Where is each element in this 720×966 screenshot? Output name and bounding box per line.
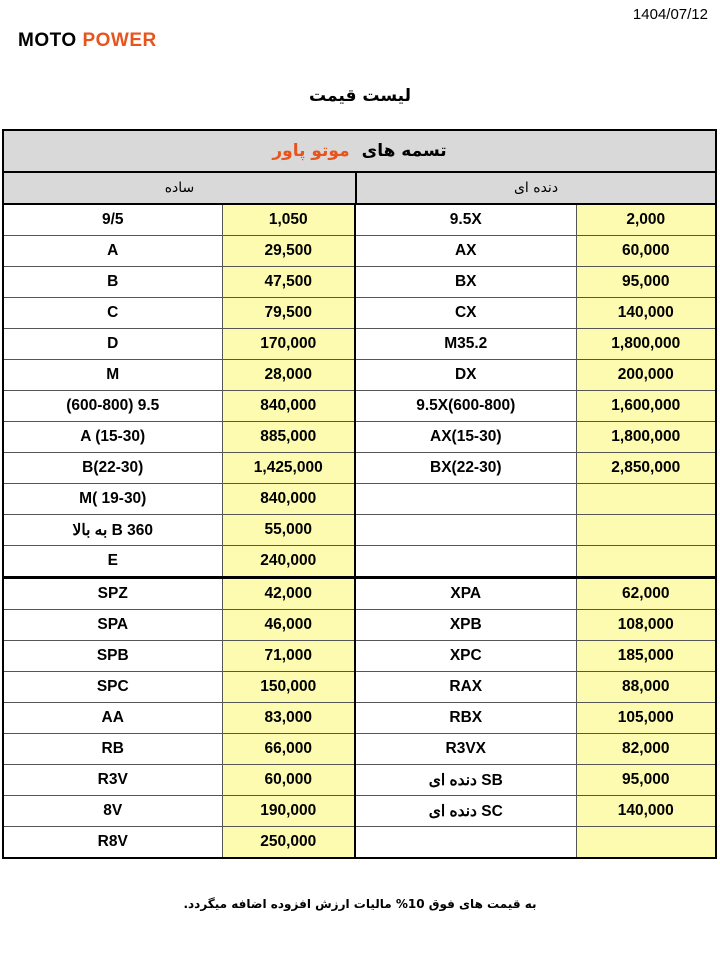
logo-power: POWER <box>82 30 157 51</box>
toothed-belt-code: SB دنده ای <box>355 765 576 796</box>
toothed-belt-price <box>576 515 715 546</box>
plain-belt-price: 840,000 <box>222 391 355 422</box>
toothed-belt-price: 2,000 <box>576 205 715 236</box>
plain-belt-code: SPC <box>4 672 222 703</box>
plain-belt-code: 8V <box>4 796 222 827</box>
plain-belt-price: 250,000 <box>222 827 355 858</box>
toothed-belt-code: 9.5X(600-800) <box>355 391 576 422</box>
plain-belt-code: M <box>4 360 222 391</box>
date-label: 1404/07/12 <box>632 6 708 23</box>
table-row <box>4 329 715 360</box>
toothed-belt-price: 2,850,000 <box>576 453 715 484</box>
toothed-belt-price: 185,000 <box>576 641 715 672</box>
toothed-belt-price: 1,600,000 <box>576 391 715 422</box>
plain-belt-price: 60,000 <box>222 765 355 796</box>
moto-power-logo <box>18 30 157 52</box>
col-header-toothed: دنده ای <box>513 180 559 196</box>
plain-belt-code: 9.5 (600-800) <box>4 391 222 422</box>
toothed-belt-price: 1,800,000 <box>576 329 715 360</box>
table-row <box>4 484 715 515</box>
toothed-belt-code: BX(22-30) <box>355 453 576 484</box>
plain-belt-code: E <box>4 546 222 578</box>
toothed-belt-price: 140,000 <box>576 796 715 827</box>
toothed-belt-code: AX(15-30) <box>355 422 576 453</box>
plain-belt-code: A (15-30) <box>4 422 222 453</box>
plain-belt-price: 28,000 <box>222 360 355 391</box>
plain-belt-code: SPA <box>4 610 222 641</box>
plain-belt-code: R8V <box>4 827 222 858</box>
plain-belt-price: 71,000 <box>222 641 355 672</box>
toothed-belt-code: AX <box>355 236 576 267</box>
toothed-belt-price <box>576 827 715 858</box>
table-row <box>4 453 715 484</box>
table-row <box>4 267 715 298</box>
table-row <box>4 205 715 236</box>
col-header-plain: ساده <box>4 173 357 203</box>
table-row <box>4 827 715 858</box>
plain-belt-price: 46,000 <box>222 610 355 641</box>
toothed-belt-price: 62,000 <box>576 578 715 610</box>
plain-belt-price: 150,000 <box>222 672 355 703</box>
plain-belt-price: 1,050 <box>222 205 355 236</box>
table-row <box>4 515 715 546</box>
plain-belt-code: B 360 به بالا <box>4 515 222 546</box>
plain-belt-price: 240,000 <box>222 546 355 578</box>
toothed-belt-code <box>355 827 576 858</box>
toothed-belt-price <box>576 546 715 578</box>
plain-belt-price: 190,000 <box>222 796 355 827</box>
logo-moto: MOTO <box>18 30 77 51</box>
table-row <box>4 578 715 610</box>
table-row <box>4 422 715 453</box>
plain-belt-price: 55,000 <box>222 515 355 546</box>
table-row <box>4 796 715 827</box>
plain-belt-price: 47,500 <box>222 267 355 298</box>
plain-belt-price: 840,000 <box>222 484 355 515</box>
toothed-belt-code <box>355 515 576 546</box>
price-table <box>2 129 717 859</box>
table-row <box>4 360 715 391</box>
toothed-belt-code: SC دنده ای <box>355 796 576 827</box>
toothed-belt-price: 95,000 <box>576 765 715 796</box>
toothed-belt-price: 88,000 <box>576 672 715 703</box>
plain-belt-code: M( 19-30) <box>4 484 222 515</box>
toothed-belt-price: 95,000 <box>576 267 715 298</box>
table-row <box>4 546 715 578</box>
plain-belt-code: B(22-30) <box>4 453 222 484</box>
toothed-belt-code: M35.2 <box>355 329 576 360</box>
toothed-belt-code: 9.5X <box>355 205 576 236</box>
toothed-belt-price <box>576 484 715 515</box>
toothed-belt-price: 140,000 <box>576 298 715 329</box>
plain-belt-price: 170,000 <box>222 329 355 360</box>
toothed-belt-code: RAX <box>355 672 576 703</box>
plain-belt-code: R3V <box>4 765 222 796</box>
plain-belt-price: 83,000 <box>222 703 355 734</box>
plain-belt-price: 66,000 <box>222 734 355 765</box>
toothed-belt-price: 60,000 <box>576 236 715 267</box>
vat-note: به قیمت های فوق 10% مالیات ارزش افزوده اضافه میگردد. <box>183 897 537 911</box>
price-grid <box>4 205 715 857</box>
plain-belt-code: AA <box>4 703 222 734</box>
toothed-belt-code: R3VX <box>355 734 576 765</box>
table-row <box>4 236 715 267</box>
plain-belt-code: A <box>4 236 222 267</box>
table-row <box>4 765 715 796</box>
plain-belt-price: 1,425,000 <box>222 453 355 484</box>
toothed-belt-code: XPC <box>355 641 576 672</box>
column-headers <box>4 173 715 205</box>
page-title: لیست قیمت <box>309 86 411 106</box>
toothed-belt-code: CX <box>355 298 576 329</box>
plain-belt-price: 29,500 <box>222 236 355 267</box>
heading-brand: موتو پاور <box>272 141 350 161</box>
toothed-belt-price: 108,000 <box>576 610 715 641</box>
plain-belt-code: B <box>4 267 222 298</box>
plain-belt-price: 79,500 <box>222 298 355 329</box>
toothed-belt-code: BX <box>355 267 576 298</box>
plain-belt-code: D <box>4 329 222 360</box>
table-row <box>4 298 715 329</box>
toothed-belt-code: DX <box>355 360 576 391</box>
plain-belt-code: SPZ <box>4 578 222 610</box>
toothed-belt-code: RBX <box>355 703 576 734</box>
toothed-belt-code: XPA <box>355 578 576 610</box>
table-row <box>4 610 715 641</box>
plain-belt-code: C <box>4 298 222 329</box>
toothed-belt-code <box>355 546 576 578</box>
plain-belt-price: 885,000 <box>222 422 355 453</box>
plain-belt-code: RB <box>4 734 222 765</box>
plain-belt-code: 9/5 <box>4 205 222 236</box>
table-row <box>4 734 715 765</box>
table-row <box>4 672 715 703</box>
table-heading <box>4 131 715 173</box>
toothed-belt-price: 200,000 <box>576 360 715 391</box>
table-row <box>4 641 715 672</box>
toothed-belt-price: 105,000 <box>576 703 715 734</box>
toothed-belt-price: 82,000 <box>576 734 715 765</box>
table-row <box>4 703 715 734</box>
heading-prefix: تسمه های <box>361 141 447 161</box>
toothed-belt-code <box>355 484 576 515</box>
table-row <box>4 391 715 422</box>
toothed-belt-code: XPB <box>355 610 576 641</box>
plain-belt-code: SPB <box>4 641 222 672</box>
toothed-belt-price: 1,800,000 <box>576 422 715 453</box>
plain-belt-price: 42,000 <box>222 578 355 610</box>
